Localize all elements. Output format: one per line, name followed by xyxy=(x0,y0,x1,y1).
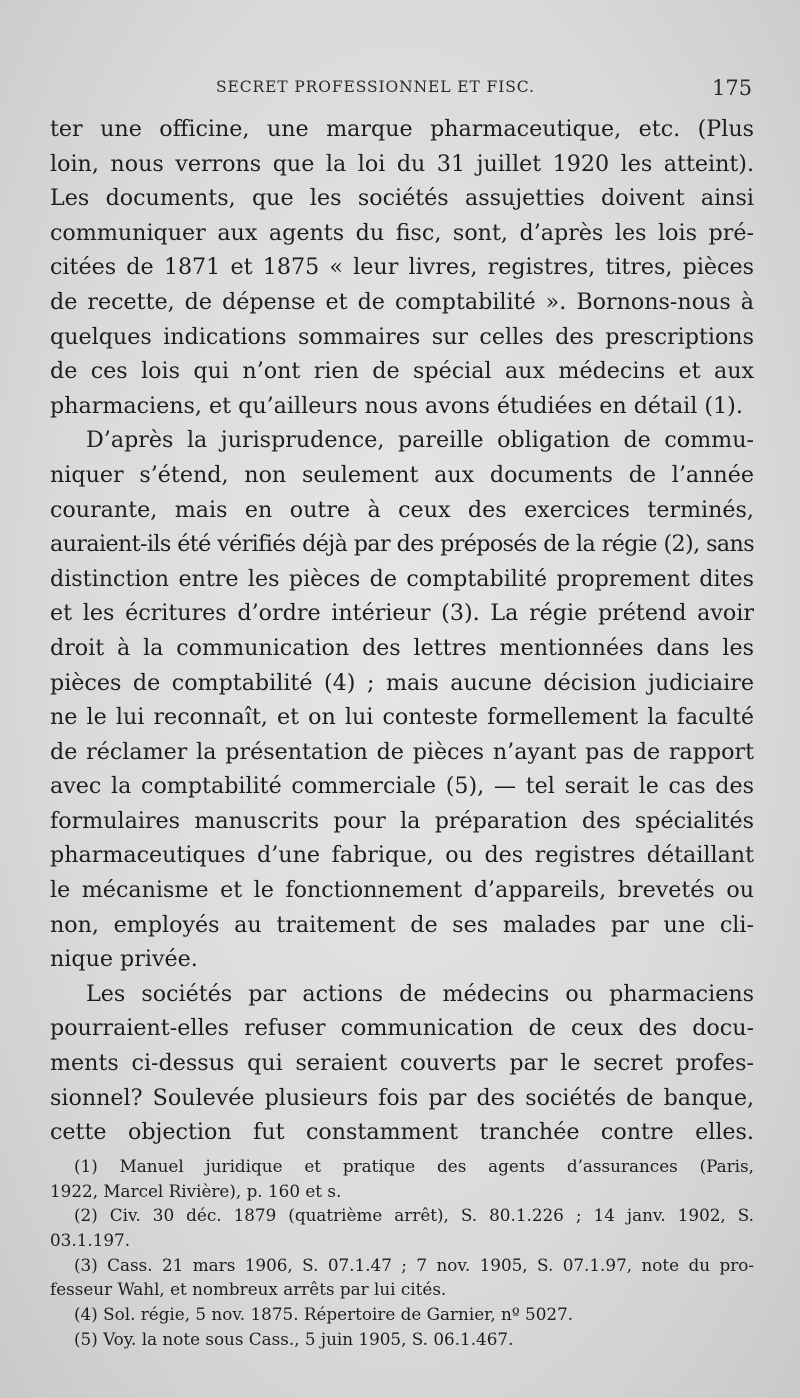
body-line: ne le lui reconnaît, et on lui conteste formellement la faculté xyxy=(50,704,754,731)
footnotes xyxy=(50,1154,754,1352)
body-line: quelques indications sommaires sur celles des prescriptions xyxy=(50,323,754,350)
body-line: le mécanisme et le fonctionnement d’appareils, brevetés ou xyxy=(50,877,754,904)
body-line: D’après la jurisprudence, pareille obligation de commu- xyxy=(86,427,754,454)
body-line: distinction entre les pièces de comptabilité proprement dites xyxy=(50,565,754,592)
page-header xyxy=(0,76,800,102)
footnote-line: (1) Manuel juridique et pratique des agents d’assurances (Paris, xyxy=(74,1156,754,1176)
body-line: courante, mais en outre à ceux des exercices terminés, xyxy=(50,496,754,523)
footnote-line: 1922, Marcel Rivière), p. 160 et s. xyxy=(50,1180,342,1201)
body-line: formulaires manuscrits pour la préparation des spécialités xyxy=(50,807,754,834)
body-line: Les documents, que les sociétés assujetties doivent ainsi xyxy=(50,185,754,212)
body-line: citées de 1871 et 1875 « leur livres, registres, titres, pièces xyxy=(50,254,754,281)
body-line: avec la comptabilité commerciale (5), — tel serait le cas des xyxy=(50,773,754,800)
body-line: sionnel? Soulevée plusieurs fois par des sociétés de banque, xyxy=(50,1084,754,1111)
body-line: nique privée. xyxy=(50,946,198,973)
running-title: SECRET PROFESSIONNEL ET FISC. xyxy=(216,78,535,96)
body-text xyxy=(50,112,754,1150)
body-line: de réclamer la présentation de pièces n’ayant pas de rapport xyxy=(50,738,754,765)
body-line: pharmaceutiques d’une fabrique, ou des registres détaillant xyxy=(50,842,754,869)
body-line: pourraient-elles refuser communication de ceux des docu- xyxy=(50,1015,754,1042)
footnote-line: (4) Sol. régie, 5 nov. 1875. Répertoire de Garnier, nº 5027. xyxy=(74,1304,574,1325)
body-line: loin, nous verrons que la loi du 31 juillet 1920 les atteint). xyxy=(50,150,754,177)
body-line: communiquer aux agents du fisc, sont, d’après les lois pré- xyxy=(50,219,754,246)
footnote-line: fesseur Wahl, et nombreux arrêts par lui cités. xyxy=(50,1279,447,1300)
footnote-line: (5) Voy. la note sous Cass., 5 juin 1905, S. 06.1.467. xyxy=(74,1328,514,1349)
body-line: auraient-ils été vérifiés déjà par des préposés de la régie (2), sans xyxy=(50,531,754,558)
body-line: niquer s’étend, non seulement aux documents de l’année xyxy=(50,461,754,488)
body-line: et les écritures d’ordre intérieur (3). La régie prétend avoir xyxy=(50,600,754,627)
body-line: de ces lois qui n’ont rien de spécial aux médecins et aux xyxy=(50,358,754,385)
footnote-line: 03.1.197. xyxy=(50,1230,131,1251)
body-line: ments ci-dessus qui seraient couverts par le secret profes- xyxy=(50,1050,754,1077)
body-line: ter une officine, une marque pharmaceutique, etc. (Plus xyxy=(50,116,754,142)
body-line: Les sociétés par actions de médecins ou pharmaciens xyxy=(86,980,754,1007)
page-number: 175 xyxy=(712,76,753,100)
footnote-line: (3) Cass. 21 mars 1906, S. 07.1.47 ; 7 nov. 1905, S. 07.1.97, note du pro- xyxy=(74,1254,754,1275)
footnote-line: (2) Civ. 30 déc. 1879 (quatrième arrêt), S. 80.1.226 ; 14 janv. 1902, S. xyxy=(74,1205,754,1226)
body-line: non, employés au traitement de ses malades par une cli- xyxy=(50,911,754,938)
body-line: droit à la communication des lettres mentionnées dans les xyxy=(50,634,754,661)
body-line: de recette, de dépense et de comptabilité ». Bornons-nous à xyxy=(50,288,754,315)
body-line: pièces de comptabilité (4) ; mais aucune décision judiciaire xyxy=(50,669,754,696)
body-line: pharmaciens, et qu’ailleurs nous avons étudiées en détail (1). xyxy=(50,392,743,419)
body-line: cette objection fut constamment tranchée contre elles. xyxy=(50,1119,754,1146)
